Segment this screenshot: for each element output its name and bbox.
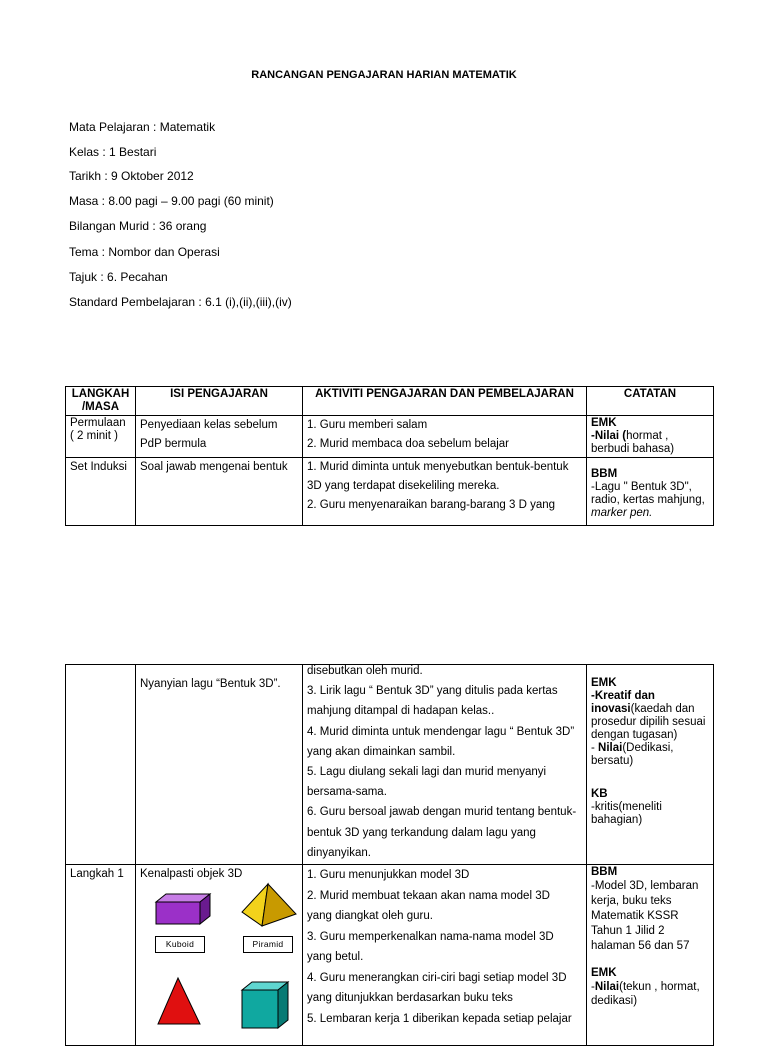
lesson-plan-table-1: [65, 386, 714, 526]
header-aktiviti: AKTIVITI PENGAJARAN DAN PEMBELAJARAN: [303, 387, 587, 416]
step-label: Set Induksi: [70, 461, 127, 473]
isi-line: Penyediaan kelas sebelum: [140, 419, 278, 431]
activity-line: yang akan dimainkan sambil.: [307, 745, 456, 758]
note-line: [591, 980, 709, 994]
note-line: radio, kertas mahjung,: [591, 494, 705, 506]
note-text: (tekun , hormat,: [619, 981, 700, 994]
note-line: Matematik KSSR: [591, 910, 679, 923]
activity-line: 3. Lirik lagu “ Bentuk 3D” yang ditulis pada kertas: [307, 685, 558, 698]
cell-step: [66, 665, 136, 865]
activity-line: 3. Guru memperkenalkan nama-nama model 3D: [307, 930, 554, 943]
note-line: marker pen.: [591, 507, 653, 519]
isi-line: PdP bermula: [140, 438, 207, 450]
cell-isi: [136, 416, 303, 458]
note-line: dengan tugasan): [591, 729, 678, 741]
note-text: (Dedikasi,: [622, 742, 674, 754]
cell-catatan: [587, 865, 714, 1046]
note-bold: Nilai: [598, 742, 623, 754]
info-class: Kelas : 1 Bestari: [69, 145, 157, 159]
activity-line: 4. Murid diminta untuk mendengar lagu “ Bentuk 3D”: [307, 725, 575, 738]
activity-line: 2. Murid membuat tekaan akan nama model 3D: [307, 889, 550, 902]
note-line: [591, 430, 709, 443]
activity-line: yang betul.: [307, 951, 364, 964]
header-catatan: CATATAN: [587, 387, 714, 416]
note-title: EMK: [591, 417, 617, 429]
note-line: halaman 56 dan 57: [591, 940, 690, 953]
note-bold: -Kreatif dan: [591, 690, 655, 702]
isi-line: Soal jawab mengenai bentuk: [140, 461, 288, 473]
activity-line: 2. Murid membaca doa sebelum belajar: [307, 438, 509, 450]
note-text: (kaedah dan: [630, 703, 695, 715]
cell-aktiviti: [303, 458, 587, 526]
cone-icon: [154, 976, 204, 1026]
pyramid-icon: [240, 882, 298, 930]
cube-icon: [240, 980, 292, 1030]
cell-isi: [136, 865, 303, 1046]
activity-line: 5. Lagu diulang sekali lagi dan murid menyanyi: [307, 766, 547, 779]
activity-line: 3D yang terdapat disekeliling mereka.: [307, 480, 500, 492]
spacer: [591, 954, 709, 966]
cell-aktiviti: [303, 416, 587, 458]
step-label: Langkah 1: [70, 868, 124, 881]
note-line: dedikasi): [591, 995, 638, 1008]
shape-label-kuboid: Kuboid: [155, 936, 205, 953]
table-row: [66, 865, 714, 1046]
cell-step: [66, 458, 136, 526]
header-langkah-line1: LANGKAH: [71, 388, 130, 400]
spacer: [591, 768, 709, 788]
activity-line: dinyanyikan.: [307, 846, 371, 859]
note-line: -kritis(meneliti: [591, 801, 662, 813]
note-line: bahagian): [591, 814, 643, 826]
note-title: EMK: [591, 967, 617, 980]
note-line: berbudi bahasa): [591, 443, 675, 455]
lesson-plan-table-2: [65, 664, 714, 1046]
note-text: -: [591, 981, 595, 994]
table-row: [66, 416, 714, 458]
note-text: -: [591, 742, 599, 754]
note-title: KB: [591, 788, 608, 800]
cell-catatan: [587, 416, 714, 458]
shape-label-piramid: Piramid: [243, 936, 293, 953]
step-duration: ( 2 minit ): [70, 430, 118, 442]
cell-catatan: [587, 665, 714, 865]
activity-line: 1. Murid diminta untuk menyebutkan bentuk-bentuk: [307, 461, 569, 473]
cuboid-icon: [154, 892, 212, 928]
info-time: Masa : 8.00 pagi – 9.00 pagi (60 minit): [69, 194, 274, 208]
activity-line: bersama-sama.: [307, 786, 387, 799]
document-title: RANCANGAN PENGAJARAN HARIAN MATEMATIK: [251, 69, 517, 81]
note-title: EMK: [591, 677, 617, 689]
note-line: [591, 742, 709, 755]
note-text: hormat ,: [626, 430, 669, 442]
activity-line: 4. Guru menerangkan ciri-ciri bagi setiap model 3D: [307, 971, 567, 984]
info-theme: Tema : Nombor dan Operasi: [69, 245, 220, 259]
header-langkah: [66, 387, 136, 416]
info-date: Tarikh : 9 Oktober 2012: [69, 169, 194, 183]
activity-line: 2. Guru menyenaraikan barang-barang 3 D yang: [307, 499, 556, 511]
note-bold: Nilai: [594, 981, 620, 994]
note-line: prosedur dipilih sesuai: [591, 716, 706, 728]
note-line: Tahun 1 Jilid 2: [591, 925, 665, 938]
isi-line: Nyanyian lagu “Bentuk 3D”.: [140, 678, 281, 690]
header-langkah-line2: /MASA: [81, 401, 120, 413]
cell-aktiviti: [303, 665, 587, 865]
table-header-row: [66, 387, 714, 416]
info-standard: Standard Pembelajaran : 6.1 (i),(ii),(iii),(iv): [69, 295, 292, 309]
info-students: Bilangan Murid : 36 orang: [69, 219, 207, 233]
activity-line: 1. Guru menunjukkan model 3D: [307, 869, 470, 882]
note-line: [591, 703, 709, 716]
note-line: -Lagu " Bentuk 3D",: [591, 481, 692, 493]
note-title: BBM: [591, 468, 618, 480]
isi-line: Kenalpasti objek 3D: [140, 868, 243, 881]
cell-aktiviti: [303, 865, 587, 1046]
note-line: kerja, buku teks: [591, 895, 672, 908]
activity-line: mahjung ditampal di hadapan kelas..: [307, 705, 495, 718]
info-subject: Mata Pelajaran : Matematik: [69, 120, 216, 134]
activity-line: 5. Lembaran kerja 1 diberikan kepada setiap pelajar: [307, 1012, 572, 1025]
note-bold: inovasi: [591, 703, 631, 715]
table-row: [66, 665, 714, 865]
info-topic: Tajuk : 6. Pecahan: [69, 270, 168, 284]
note-line: -Model 3D, lembaran: [591, 880, 699, 893]
cell-step: [66, 416, 136, 458]
activity-line: 6. Guru bersoal jawab dengan murid tentang bentuk-: [307, 806, 577, 819]
activity-line: 1. Guru memberi salam: [307, 419, 428, 431]
header-isi: ISI PENGAJARAN: [136, 387, 303, 416]
cell-isi: [136, 458, 303, 526]
activity-line: yang ditunjukkan berdasarkan buku teks: [307, 992, 513, 1005]
table-row: [66, 458, 714, 526]
note-bold: -Nilai (: [591, 430, 627, 442]
cell-catatan: [587, 458, 714, 526]
cell-isi: [136, 665, 303, 865]
shape-illustrations: [140, 884, 298, 1044]
note-line: bersatu): [591, 755, 634, 767]
activity-line: yang diangkat oleh guru.: [307, 910, 433, 923]
step-label: Permulaan: [70, 417, 126, 429]
cell-step: [66, 865, 136, 1046]
note-title: BBM: [591, 866, 618, 879]
activity-line: disebutkan oleh murid.: [307, 665, 423, 677]
note-line: [591, 690, 709, 703]
activity-line: bentuk 3D yang terkandung dalam lagu yang: [307, 826, 536, 839]
